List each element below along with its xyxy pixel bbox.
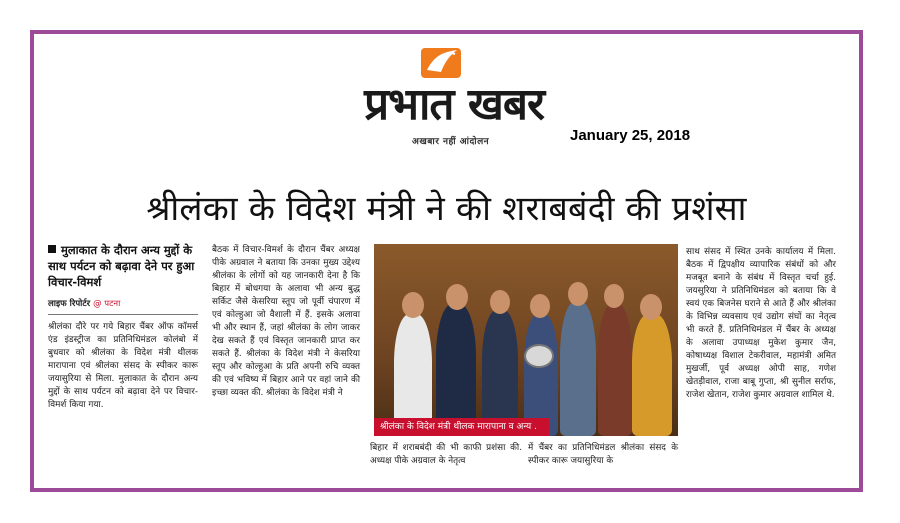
clipping-frame bbox=[30, 30, 863, 492]
photo-person-head bbox=[568, 282, 588, 306]
square-bullet-icon bbox=[48, 245, 56, 253]
article-subhead: मुलाकात के दौरान अन्य मुद्दों के साथ पर्यटन को बढ़ावा देने पर हुआ विचार-विमर्श bbox=[48, 243, 195, 289]
column-2-text: बैठक में विचार-विमर्श के दौरान चैंबर अध्यक्ष पीके अग्रवाल ने बताया कि उनका मुख्य उद्देश्य श्रीलंका के लोगों को यह जानकारी देना है कि बिहार में बोधगया के अलावा भी अन्य बुद्ध सर्किट जैसे केसरिया स्तूप जो पूर्वी चंपारण में एवं कोल्हुआ जो वैशाली में हैं. इसके अलावा भी और स्थान हैं, जहां श्रीलंका के लोग जाकर देख सकते हैं एवं विस्तृत जानकारी प्राप्त कर सकते हैं. श्रीलंका के विदेश मंत्री ने केसरिया स्तूप और कोल्हुआ के प्रति अपनी रुचि व्यक्त की एवं भविष्य में बिहार आने पर वहां जाने की इच्छा व्यक्त की. श्रीलंका के विदेश मंत्री ने bbox=[212, 245, 360, 398]
masthead-logo bbox=[354, 42, 554, 162]
reporter-location: @ पटना bbox=[93, 299, 121, 309]
photo-person-head bbox=[604, 284, 624, 308]
photo-person bbox=[632, 314, 672, 436]
photo-person-head bbox=[490, 290, 510, 314]
newspaper-tagline: अखबार नहीं आंदोलन bbox=[412, 137, 490, 147]
newspaper-name: प्रभात खबर bbox=[364, 79, 544, 130]
photo-person-head bbox=[446, 284, 468, 310]
photo-person-head bbox=[402, 292, 424, 318]
column-3b-text: में चैंबर का प्रतिनिधिमंडल श्रीलंका संसद के स्पीकर कारू जयासुरिया के bbox=[528, 443, 678, 466]
reporter-name: लाइफ रिपोर्टर bbox=[48, 299, 91, 309]
publication-date: January 25, 2018 bbox=[570, 127, 691, 144]
photo-caption: श्रीलंका के विदेश मंत्री थीलक मारापाना व अन्य . bbox=[374, 418, 549, 436]
reporter-byline bbox=[48, 298, 198, 309]
divider bbox=[48, 314, 198, 315]
photo-person-head bbox=[640, 294, 662, 320]
column-3-text: बिहार में शराबबंदी की भी काफी प्रशंसा की. अध्यक्ष पीके अग्रवाल के नेतृत्व bbox=[370, 443, 522, 466]
column-4-text: साथ संसद में स्थित उनके कार्यालय में मिला. बैठक में द्विपक्षीय व्यापारिक संबंधों को और मजबूत बनाने के संबंध में विस्तृत चर्चा हुई. जयसुरिया ने प्रतिनिधिमंडल को बताया कि वे स्वयं एक बिजनेस घराने से आते हैं और श्रीलंका के विभिन्न व्यवसाय एवं उद्योग संघों का नेतृत्व भी करते हैं. प्रतिनिधिमंडल में चैंबर के अध्यक्ष के अलावा उपाध्यक्ष मुकेश कुमार जैन, कोषाध्यक्ष विशाल टेकरीवाल, महामंत्री अमित मुखर्जी, पूर्व अध्यक्ष ओपी साह, गणेश खेतड़ीवाल, राजा बाबू गुप्ता, श्री सुनील सर्राफ, राजेश खेतान, राजेश कुमार अग्रवाल शामिल थे. bbox=[686, 247, 836, 400]
memento-plaque bbox=[524, 344, 554, 368]
column-1-text: श्रीलंका दौरे पर गये बिहार चैंबर ऑफ कॉमर्स एंड इंडस्ट्रीज का प्रतिनिधिमंडल कोलंबो में बुधवार को श्रीलंका के विदेश मंत्री थीलक मारापाना एवं श्रीलंका संसद के स्पीकर कारू जयासुरिया से मिला. मुलाकात के दौरान अन्य मुद्दों के साथ पर्यटन को बढ़ावा देने पर विचार-विमर्श किया गया. bbox=[48, 322, 198, 410]
article-headline: श्रीलंका के विदेश मंत्री ने की शराबबंदी की प्रशंसा bbox=[146, 189, 747, 229]
photo-person bbox=[560, 302, 596, 436]
photo-person bbox=[598, 304, 632, 436]
photo-person-head bbox=[530, 294, 550, 318]
photo-person bbox=[436, 304, 476, 436]
article-photo bbox=[374, 244, 678, 436]
column-1 bbox=[48, 242, 198, 412]
